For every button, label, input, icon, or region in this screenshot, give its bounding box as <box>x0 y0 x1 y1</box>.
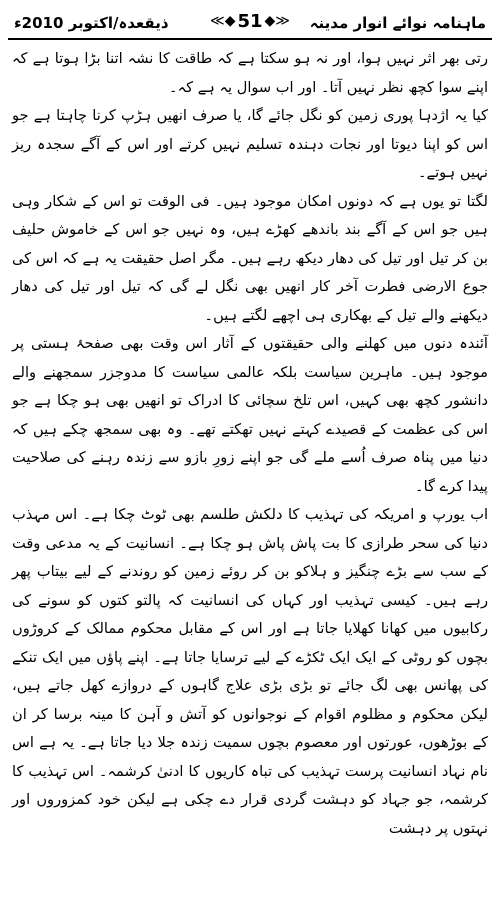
article-body <box>12 45 488 843</box>
page-number-ornament <box>210 8 290 34</box>
paragraph: رتی بھر اثر نہیں ہوا، اور نہ ہو سکتا ہے کہ طاقت کا نشہ اتنا بڑا ہوتا ہے کہ اپنے سوا کچھ نظر نہیں آتا۔ اور اب سوال یہ ہے کہ۔ <box>12 50 488 96</box>
header-divider <box>8 38 492 40</box>
issue-date: ذیقعدہ/اکتوبر 2010ء <box>14 14 169 32</box>
page-header <box>10 8 490 38</box>
paragraph: آئندہ دنوں میں کھلنے والی حقیقتوں کے آثار اس وقت بھی صفحۂ ہستی پر موجود ہیں۔ ماہرین سیاست بلکہ عالمی سیاست کا مدوجزر سمجھنے والے دانشور کچھ بھی کہیں، اس تلخ سچائی کا ادراک تو انھیں بھی ہو چکا ہے جو اس کی عظمت کے قصیدے کہتے نہیں تھکتے تھے۔ وہ بھی سمجھ چکے ہیں کہ دنیا میں پناہ صرف اُسے ملے گی جو اپنے زورِ بازو سے زندہ رہنے کی صلاحیت پیدا کرے گا۔ <box>12 335 488 495</box>
magazine-title: ماہنامہ نوائے انوار مدینہ <box>309 14 486 32</box>
page-number: 51 <box>237 10 263 32</box>
ornament-icon: ≪◆ <box>210 13 236 29</box>
paragraph: لگتا تو یوں ہے کہ دونوں امکان موجود ہیں۔ فی الوقت تو اس کے شکار وہی ہیں جو اس کے آگے بند باندھے کھڑے ہیں، وہ نہیں جو اس کے خاموش حلیف بن کر تیل اور تیل کی دھار دیکھ رہے ہیں۔ مگر اصل حقیقت یہ ہے کہ اس کی جوع الارضی فطرت آخر کار انھیں بھی نگل لے گی کہ تیل اور تیل کی دھار دیکھنے والے تیل کے بھکاری ہی اچھے لگتے ہیں۔ <box>12 192 488 324</box>
ornament-icon: ◆≫ <box>264 13 290 29</box>
paragraph: کیا یہ اژدہا پوری زمین کو نگل جائے گا، یا صرف انھیں ہڑپ کرنا چاہتا ہے جو اس کو اپنا دیوتا اور نجات دہندہ تسلیم نہیں کرتے اور اس کے آگے سجدہ ریز نہیں ہوتے۔ <box>12 107 488 181</box>
paragraph: اب یورپ و امریکہ کی تہذیب کا دلکش طلسم بھی ٹوٹ چکا ہے۔ اس مہذب دنیا کی سحر طرازی کا بت پاش پاش ہو چکا ہے۔ انسانیت کے یہ مدعی وقت کے سب سے بڑے چنگیز و ہلاکو بن کر روئے زمین کو روندنے کے لیے بیتاب پھر رہے ہیں۔ کیسی تہذیب اور کہاں کی انسانیت کہ پالتو کتوں کو سونے کی رکابیوں میں کھانا کھلایا جاتا ہے اور اس کے مقابل محکوم ممالک کے کروڑوں بچوں کو روٹی کے ایک ایک ٹکڑے کے لیے ترسایا جاتا ہے۔ اپنے پاؤں میں ایک تنکے کی پھانس بھی لگ جائے تو بڑی بڑی علاج گاہوں کے دروازے کھل جاتے ہیں، لیکن محکوم و مظلوم اقوام کے نوجوانوں کو آتش و آہن کا مینہ برسا کر ان کے بوڑھوں، عورتوں اور معصوم بچوں سمیت زندہ جلا دیا جاتا ہے۔ یہ ہے اس نام نہاد انسانیت پرست تہذیب کی تباہ کاریوں کا ادنیٰ کرشمہ۔ اس تہذیب کا کرشمہ، جو جہاد کو دہشت گردی قرار دے چکی ہے لیکن خود کمزوروں اور نہتوں پر دہشت <box>12 506 488 837</box>
